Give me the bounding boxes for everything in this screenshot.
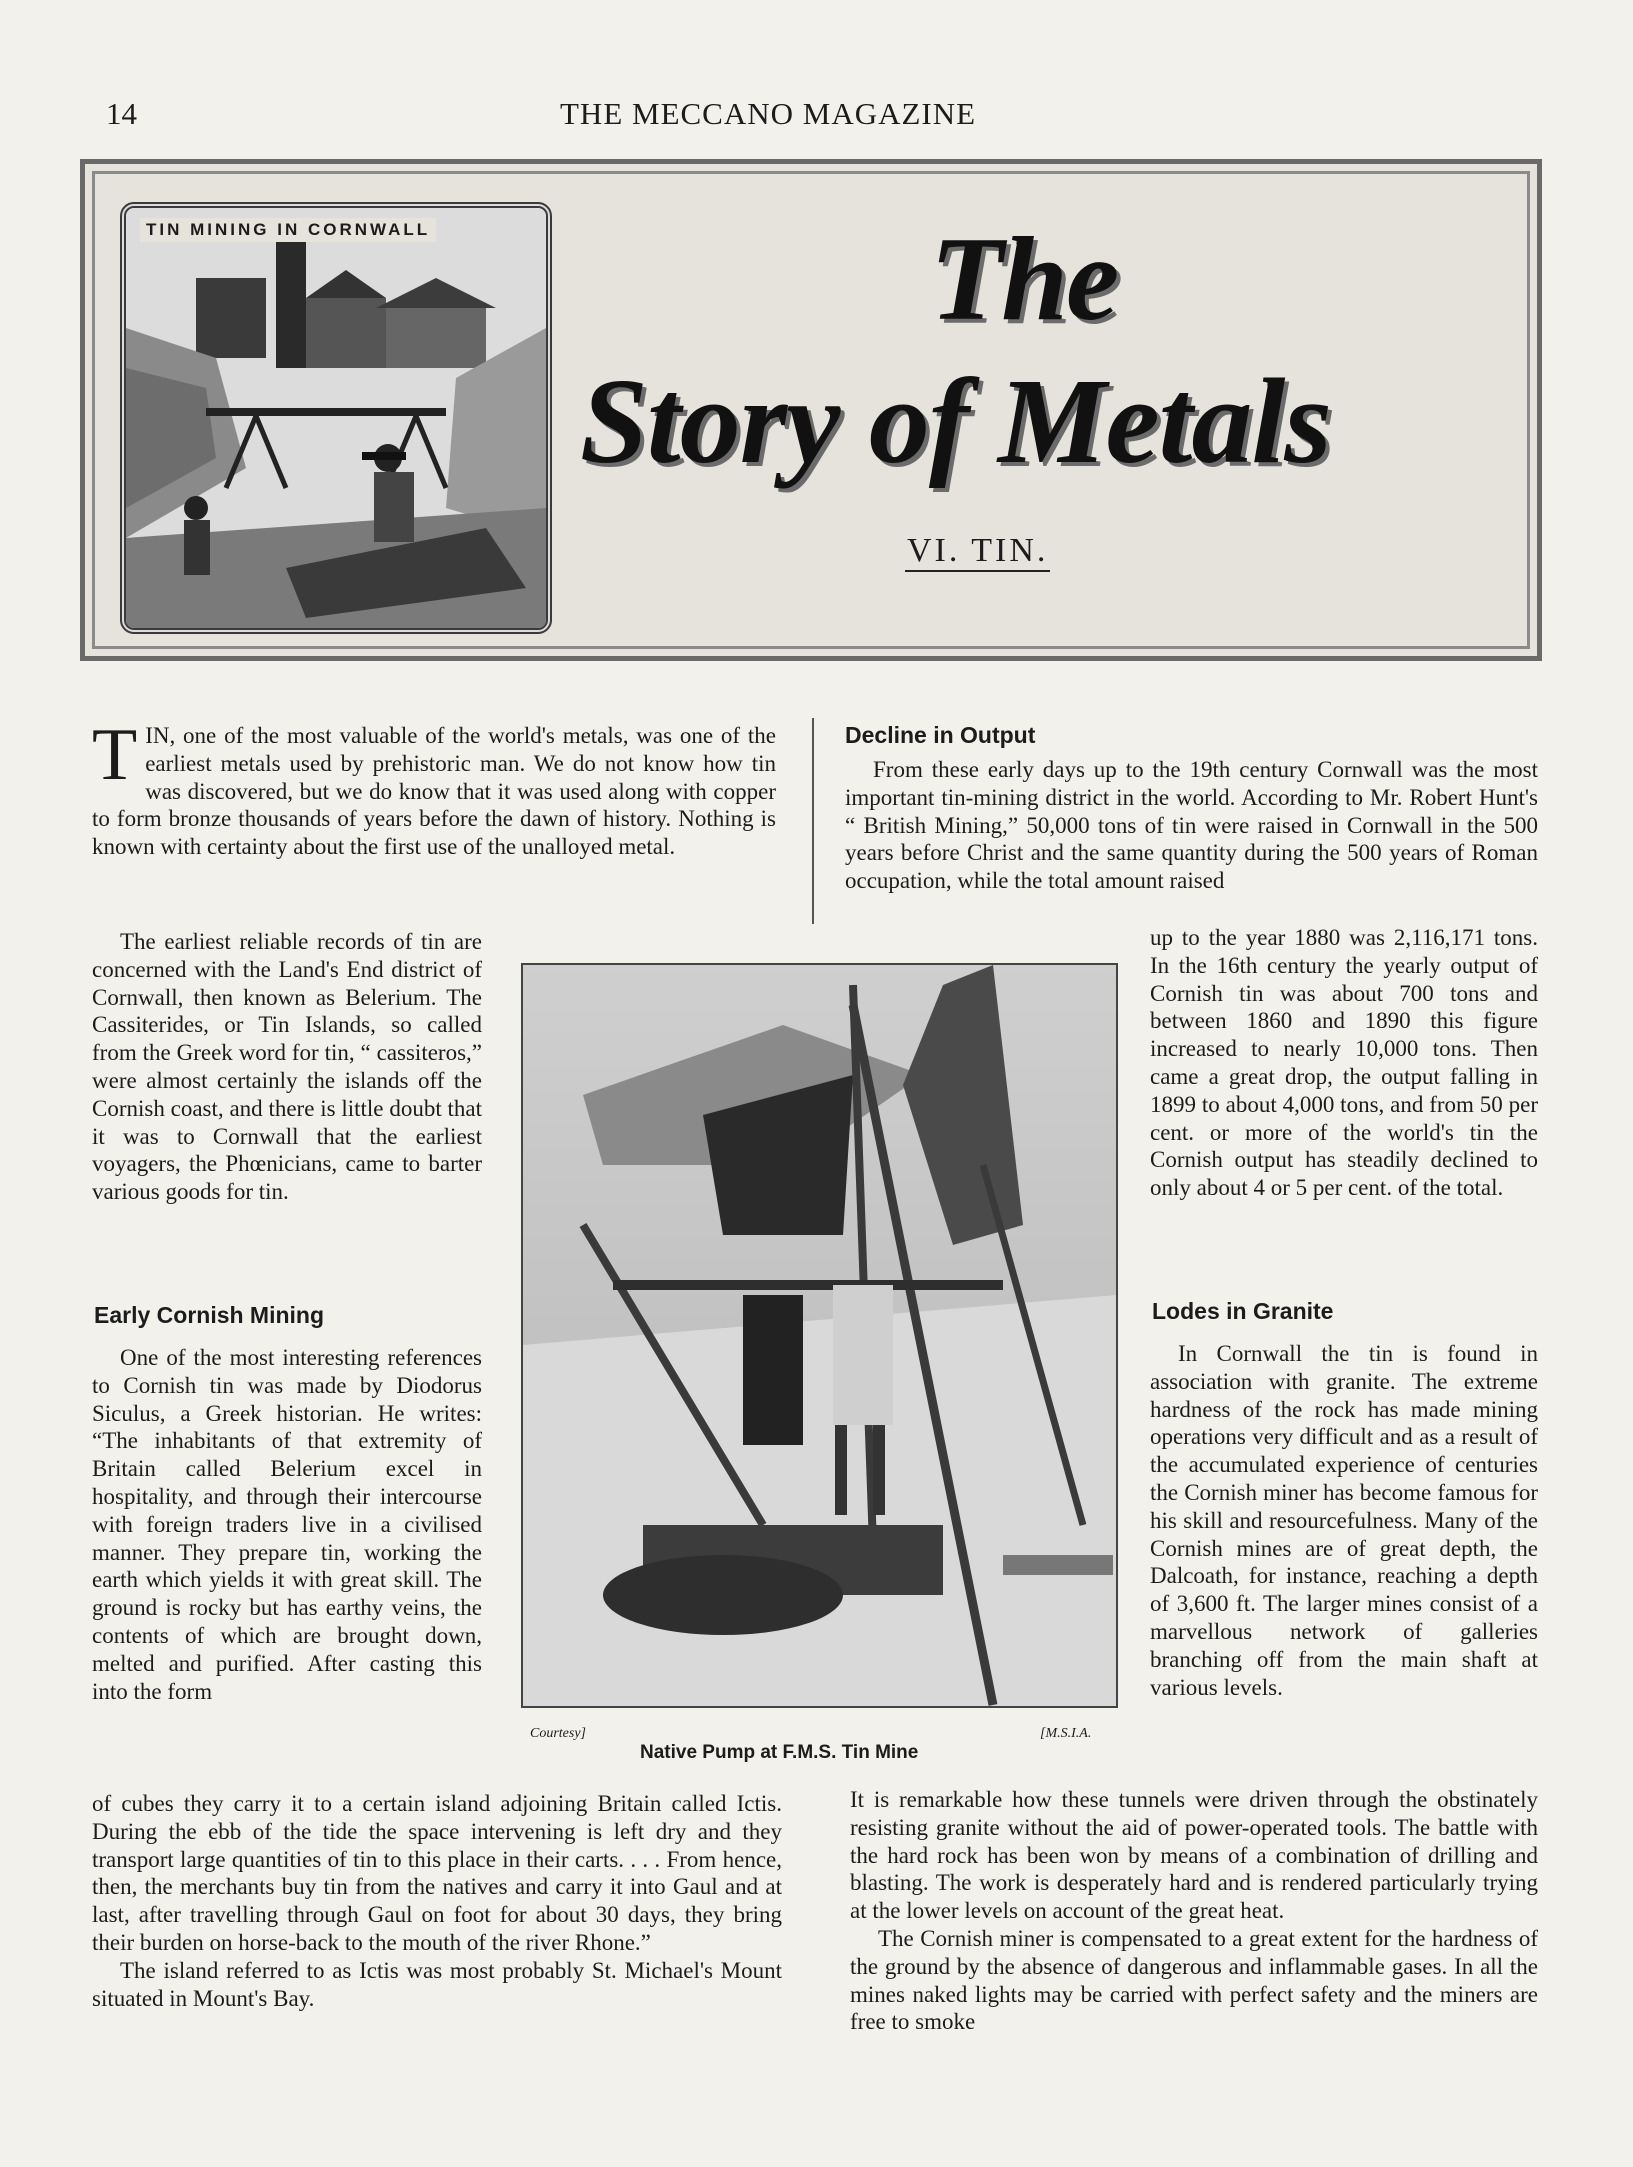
magazine-title: THE MECCANO MAGAZINE — [560, 96, 977, 131]
decline-continuation — [1150, 924, 1538, 1202]
native-pump-photo — [521, 963, 1118, 1708]
diodorus-text-a: One of the most interesting references to Cornish tin was made by Diodorus Siculus, a Greek historian. He writes: “The inhabitants of that extremity of Britain called Belerium excel in hospitality, and through their intercourse with foreign traders live in a civilised manner. They prepare tin, working the earth which yields it with great skill. The ground is rocky but has earthy veins, the contents of which are brought down, melted and purified. After casting this into the form — [92, 1345, 482, 1704]
diodorus-continuation — [92, 1790, 782, 2012]
heading-early-cornish-mining: Early Cornish Mining — [94, 1302, 325, 1328]
records-paragraph — [92, 928, 482, 1206]
miner-text: The Cornish miner is compensated to a great extent for the hardness of the ground by the absence of dangerous and inflammable gases. In all the mines naked lights may be carried with perfect safety and the miners are free to smoke — [850, 1925, 1538, 2035]
tin-mining-illustration — [120, 202, 552, 634]
banner-title-the: The — [930, 212, 1118, 345]
diodorus-paragraph — [92, 1344, 482, 1705]
column-rule — [812, 718, 814, 924]
page-number: 14 — [106, 96, 137, 131]
photo-caption: Native Pump at F.M.S. Tin Mine — [640, 1742, 919, 1763]
heading-lodes-in-granite: Lodes in Granite — [1152, 1298, 1334, 1324]
intro-paragraph — [92, 714, 776, 861]
lodes-paragraph — [1150, 1340, 1538, 1701]
heading-decline-in-output: Decline in Output — [845, 722, 1036, 748]
lodes-text-b: It is remarkable how these tunnels were driven through the obstinately resisting granite without the aid of power-operated tools. The battle with the hard rock has been won by means of a combination of drilling and blasting. The work is desperately hard and is rendered particularly trying at the lower levels on account of the great heat. — [850, 1787, 1538, 1924]
records-text: The earliest reliable records of tin are concerned with the Land's End district of Cornwall, then known as Belerium. The Cassiterides, or Tin Islands, so called from the Greek word for tin, “ cassiteros,” were almost certainly the islands off the Cornish coast, and there is little doubt that it was to Cornwall that the earliest voyagers, the Phœnicians, came to barter various goods for tin. — [92, 929, 482, 1205]
illustration-caption: TIN MINING IN CORNWALL — [140, 218, 436, 242]
diodorus-text-b: of cubes they carry it to a certain island adjoining Britain called Ictis. During the ebb of the tide the space intervening is left dry and they transport large quantities of tin to this place in their carts. . . . From hence, then, the merchants buy tin from the natives and carry it into Gaul and at last, after travelling through Gaul on foot for about 30 days, they bring their burden on horse-back to the mouth of the river Rhone.” — [92, 1791, 782, 1955]
decline-text-b: up to the year 1880 was 2,116,171 tons. In the 16th century the yearly output of Cornish tin was about 700 tons and between 1860 and 1890 this figure increased to nearly 10,000 tons. Then came a great drop, the output falling in 1899 to about 4,000 tons, and from 50 per cent. or more of the world's tin the Cornish output has steadily declined to only about 4 or 5 per cent. of the total. — [1150, 925, 1538, 1201]
decline-paragraph — [845, 756, 1538, 895]
intro-text: IN, one of the most valuable of the world's metals, was one of the earliest metals used by prehistoric man. We do not know how tin was discovered, but we do know that it was used along with copper to form bronze thousands of years before the dawn of history. Nothing is known with certainty about the first use of the unalloyed metal. — [92, 723, 776, 860]
drop-cap: T — [92, 714, 138, 796]
lodes-continuation — [850, 1786, 1538, 2036]
banner-title: Story of Metals — [580, 354, 1331, 489]
photo-credit-left: Courtesy] — [530, 1726, 586, 1741]
ictis-text: The island referred to as Ictis was most probably St. Michael's Mount situated in Mount's Bay. — [92, 1957, 782, 2011]
photo-credit-right: [M.S.I.A. — [1040, 1726, 1092, 1741]
banner-subtitle: VI. TIN. — [905, 532, 1050, 572]
decline-text-a: From these early days up to the 19th century Cornwall was the most important tin-mining district in the world. According to Mr. Robert Hunt's “ British Mining,” 50,000 tons of tin were raised in Cornwall in the 500 years before Christ and the same quantity during the 500 years of Roman occupation, while the total amount raised — [845, 757, 1538, 894]
lodes-text-a: In Cornwall the tin is found in association with granite. The extreme hardness of the rock has made mining operations very difficult and as a result of the accumulated experience of centuries the Cornish miner has become famous for his skill and resourcefulness. Many of the Cornish mines are of great depth, the Dalcoath, for instance, reaching a depth of 3,600 ft. The larger mines consist of a marvellous network of galleries branching off from the main shaft at various levels. — [1150, 1341, 1538, 1700]
